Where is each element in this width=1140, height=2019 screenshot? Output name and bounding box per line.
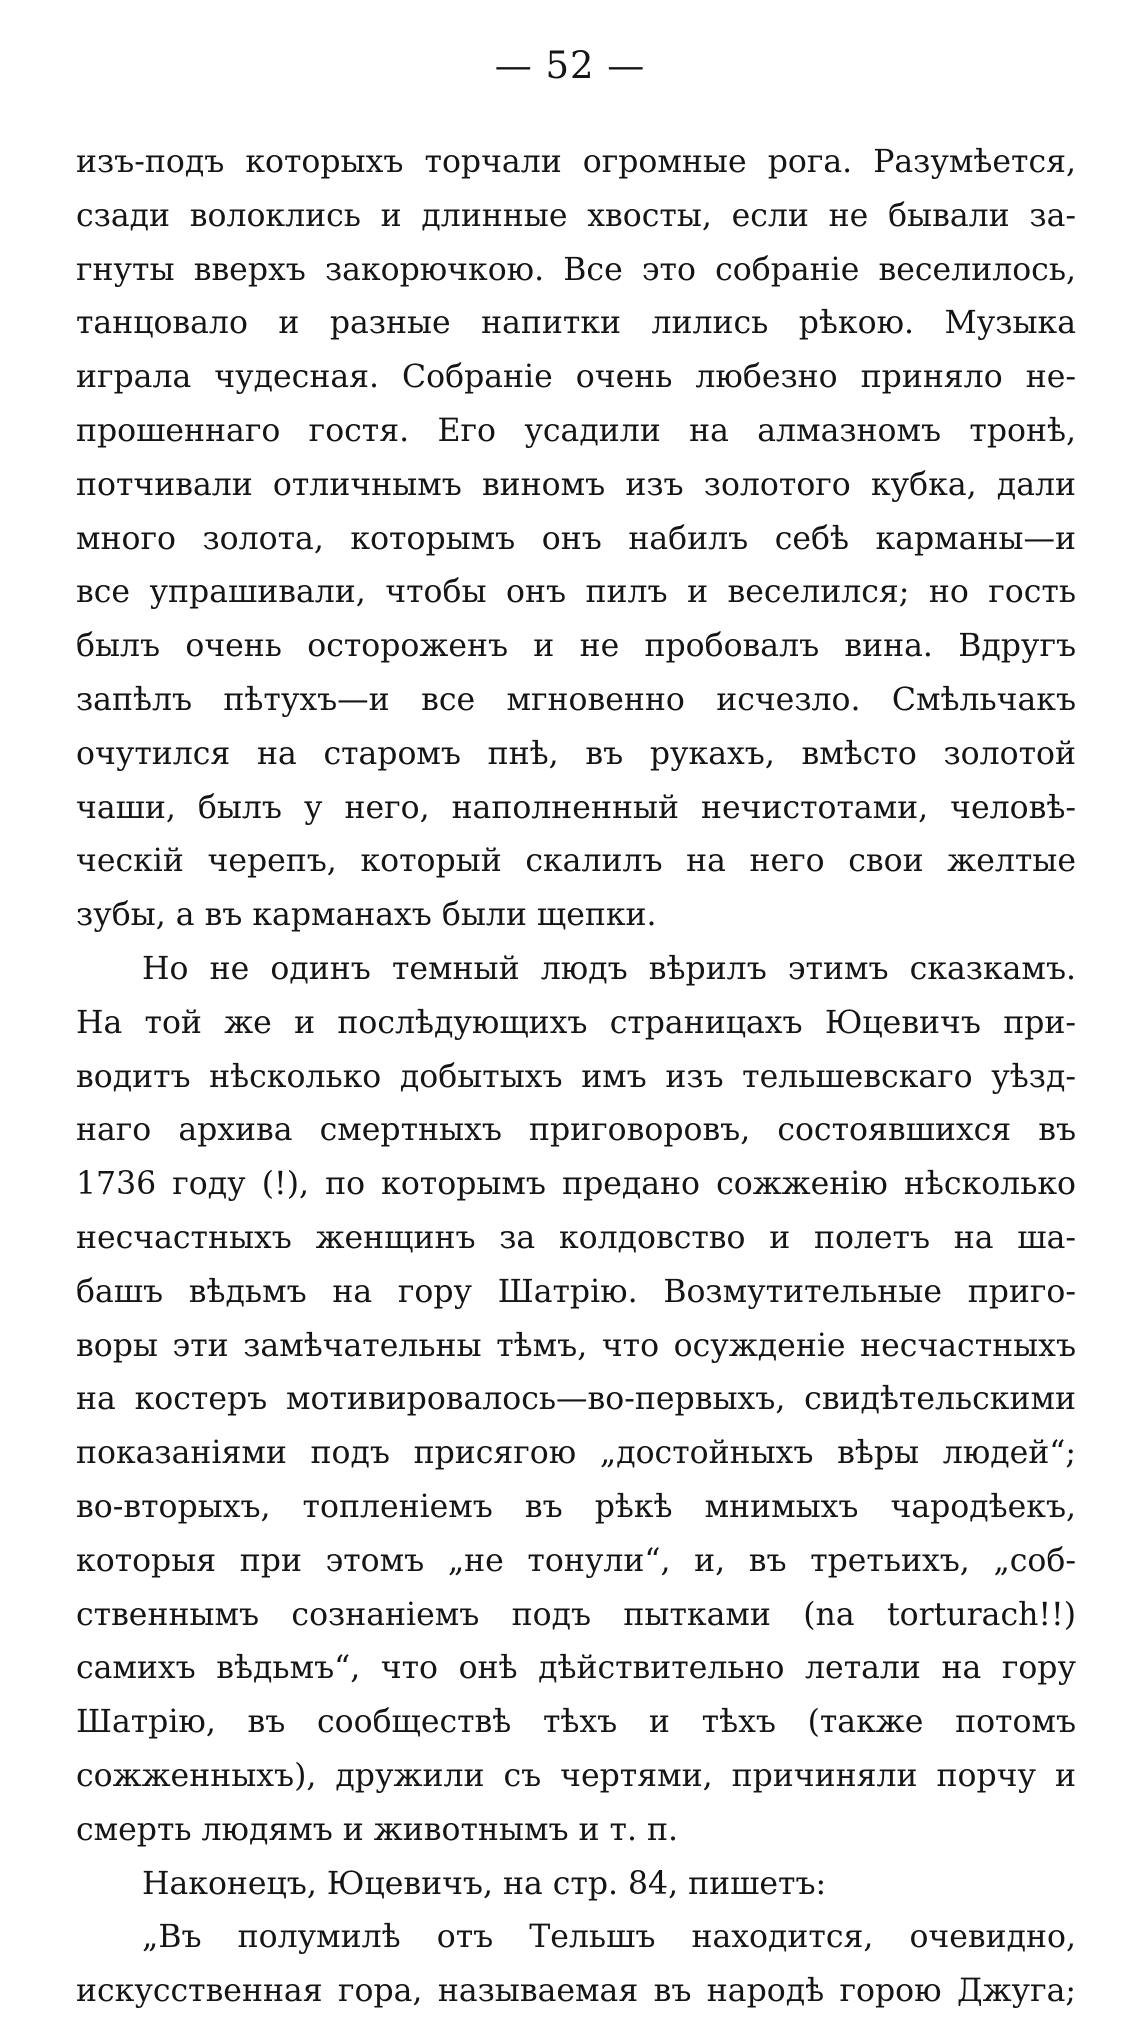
text-line: во-вторыхъ, топленіемъ въ рѣкѣ мнимыхъ чародѣекъ,: [76, 1488, 1076, 1525]
text-line: Но не одинъ темный людъ вѣрилъ этимъ сказкамъ.: [142, 950, 1076, 987]
text-line: играла чудесная. Собраніе очень любезно приняло не-: [76, 359, 1076, 396]
text-line: на костеръ мотивировалось—во-первыхъ, свидѣтельскими: [76, 1381, 1076, 1418]
text-line: наго архива смертныхъ приговоровъ, состоявшихся въ: [76, 1112, 1076, 1149]
text-line: искусственная гора, называемая въ народѣ горою Джуга;: [76, 1973, 1076, 2010]
paragraph: [76, 943, 1076, 1858]
text-line: На той же и послѣдующихъ страницахъ Юцевичъ при-: [76, 1004, 1076, 1041]
text-line: ственнымъ сознаніемъ подъ пытками (na torturach!!): [76, 1596, 1076, 1633]
text-line: запѣлъ пѣтухъ—и все мгновенно исчезло. Смѣльчакъ: [76, 681, 1076, 718]
text-line: воры эти замѣчательны тѣмъ, что осужденіе несчастныхъ: [76, 1327, 1076, 1364]
text-line: гнуты вверхъ закорючкою. Все это собраніе веселилось,: [76, 251, 1076, 288]
text-line: танцовало и разные напитки лились рѣкою. Музыка: [76, 305, 1076, 342]
text-line: Наконецъ, Юцевичъ, на стр. 84, пишетъ:: [142, 1865, 827, 1902]
paragraph: [76, 136, 1076, 943]
text-line: все упрашивали, чтобы онъ пилъ и веселился; но гость: [76, 574, 1076, 611]
paragraph: [76, 1858, 1076, 1912]
text-line: водитъ нѣсколько добытыхъ имъ изъ тельшевскаго уѣзд-: [76, 1058, 1076, 1095]
text-line: 1736 году (!), по которымъ предано сожженію нѣсколько: [76, 1166, 1076, 1203]
text-line: много золота, которымъ онъ набилъ себѣ карманы—и: [76, 520, 1076, 557]
text-line: зубы, а въ карманахъ были щепки.: [76, 897, 657, 934]
text-line: показаніями подъ присягою „достойныхъ вѣры людей“;: [76, 1435, 1076, 1472]
text-line: прошеннаго гостя. Его усадили на алмазномъ тронѣ,: [76, 412, 1076, 449]
text-line: Шатрію, въ сообществѣ тѣхъ и тѣхъ (также потомъ: [76, 1704, 1076, 1741]
text-line: сзади волоклись и длинные хвосты, если не бывали за-: [76, 197, 1076, 234]
text-line: ческій черепъ, который скалилъ на него свои желтые: [76, 843, 1076, 880]
text-line: былъ очень остороженъ и не пробовалъ вина. Вдругъ: [76, 628, 1076, 665]
text-line: „Въ полумилѣ отъ Тельшъ находится, очевидно,: [142, 1919, 1076, 1956]
text-line: очутился на старомъ пнѣ, въ рукахъ, вмѣсто золотой: [76, 735, 1076, 772]
text-line: которыя при этомъ „не тонули“, и, въ третьихъ, „соб-: [76, 1542, 1076, 1579]
text-line: потчивали отличнымъ виномъ изъ золотого кубка, дали: [76, 466, 1076, 503]
text-line: башъ вѣдьмъ на гору Шатрію. Возмутительные приго-: [76, 1273, 1076, 1310]
paragraph: [76, 1911, 1076, 2019]
text-line: смерть людямъ и животнымъ и т. п.: [76, 1811, 678, 1848]
body-text: [76, 136, 1076, 2019]
text-line: несчастныхъ женщинъ за колдовство и полетъ на ша-: [76, 1219, 1076, 1256]
text-line: изъ-подъ которыхъ торчали огромные рога. Разумѣется,: [76, 144, 1076, 180]
text-line: сожженныхъ), дружили съ чертями, причиняли порчу и: [76, 1757, 1076, 1794]
page-number: — 52 —: [494, 44, 646, 87]
text-line: чаши, былъ у него, наполненный нечистотами, человѣ-: [76, 789, 1076, 826]
text-line: самихъ вѣдьмъ“, что онѣ дѣйствительно летали на гору: [76, 1650, 1076, 1687]
